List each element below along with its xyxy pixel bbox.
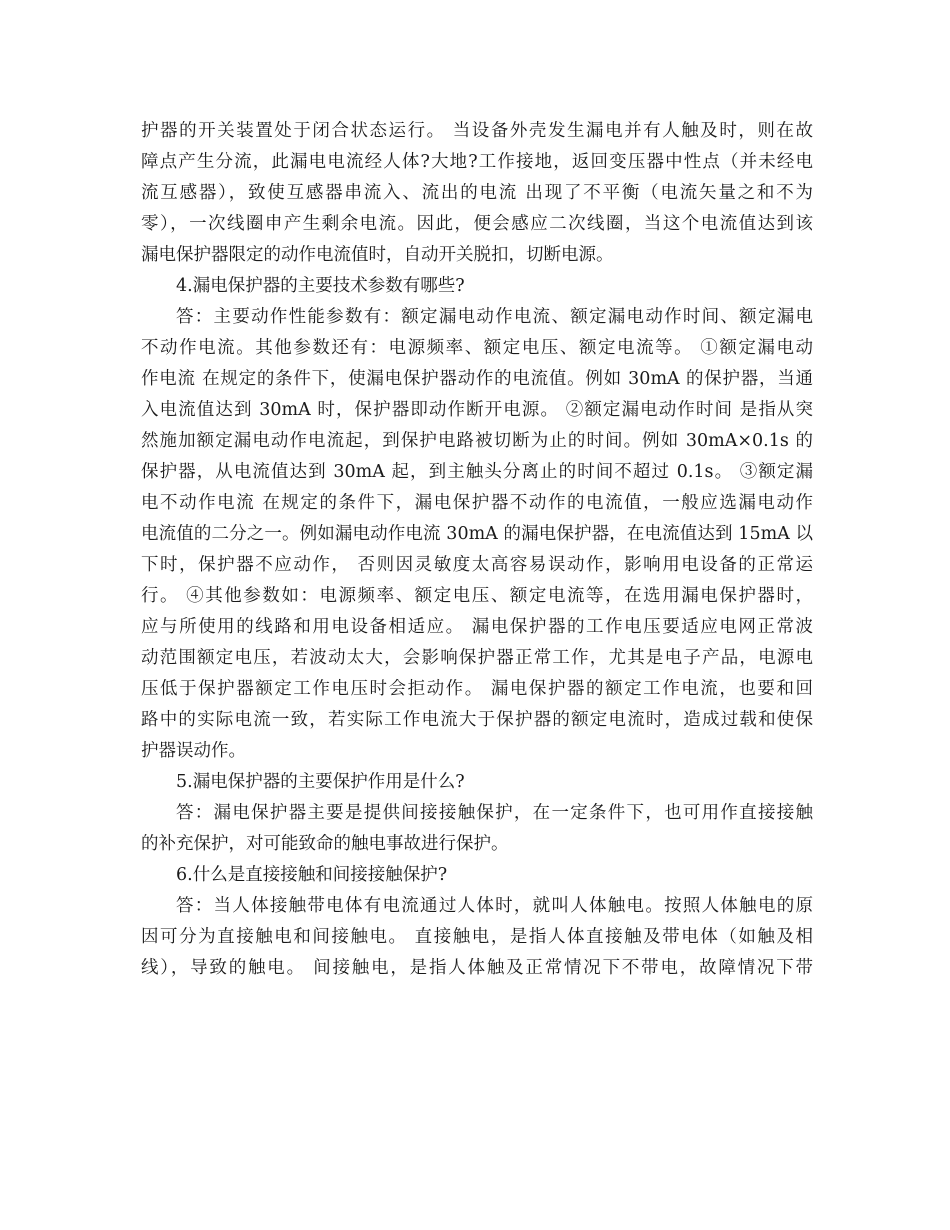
text-line: 电流值的二分之一。例如漏电动作电流 30mA 的漏电保护器，在电流值达到 15mA 以	[141, 524, 813, 544]
text-line: 的补充保护，对可能致命的触电事故进行保护。	[141, 834, 509, 854]
question-heading: 4.漏电保护器的主要技术参数有哪些?	[176, 276, 465, 296]
text-line: 线），导致的触电。 间接触电，是指人体触及正常情况下不带电，故障情况下带	[141, 958, 813, 978]
text-line: 零），一次线圈申产生剩余电流。因此，便会感应二次线圈，当这个电流值达到该	[141, 214, 813, 234]
text-line: 下时，保护器不应动作， 否则因灵敏度太高容易误动作，影响用电设备的正常运	[141, 555, 813, 575]
text-line: 压低于保护器额定工作电压时会拒动作。 漏电保护器的额定工作电流，也要和回	[141, 679, 813, 699]
text-line: 因可分为直接触电和间接触电。 直接触电，是指人体直接触及带电体（如触及相	[141, 927, 813, 947]
text-line: 作电流 在规定的条件下，使漏电保护器动作的电流值。例如 30mA 的保护器，当通	[141, 369, 813, 389]
text-line: 动范围额定电压，若波动太大，会影响保护器正常工作，尤其是电子产品，电源电	[141, 648, 813, 668]
text-line: 行。 ④其他参数如：电源频率、额定电压、额定电流等，在选用漏电保护器时，	[141, 586, 813, 606]
text-line: 流互感器），致使互感器串流入、流出的电流 出现了不平衡（电流矢量之和不为	[141, 183, 813, 203]
text-line: 然施加额定漏电动作电流起，到保护电路被切断为止的时间。例如 30mA×0.1s 的	[141, 431, 813, 451]
text-line: 漏电保护器限定的动作电流值时，自动开关脱扣，切断电源。	[141, 245, 614, 265]
text-line: 入电流值达到 30mA 时，保护器即动作断开电源。 ②额定漏电动作时间 是指从突	[141, 400, 813, 420]
text-line: 护器误动作。	[141, 741, 246, 761]
question-heading: 5.漏电保护器的主要保护作用是什么?	[176, 772, 465, 792]
text-line: 答：主要动作性能参数有：额定漏电动作电流、额定漏电动作时间、额定漏电	[176, 307, 813, 327]
text-line: 电不动作电流 在规定的条件下，漏电保护器不动作的电流值，一般应选漏电动作	[141, 493, 813, 513]
text-line: 障点产生分流，此漏电电流经人体?大地?工作接地，返回变压器中性点（并未经电	[141, 152, 813, 172]
text-line: 不动作电流。其他参数还有：电源频率、额定电压、额定电流等。 ①额定漏电动	[141, 338, 813, 358]
question-heading: 6.什么是直接接触和间接接触保护?	[176, 865, 448, 885]
text-line: 答：漏电保护器主要是提供间接接触保护，在一定条件下，也可用作直接接触	[176, 803, 813, 823]
text-line: 应与所使用的线路和用电设备相适应。 漏电保护器的工作电压要适应电网正常波	[141, 617, 813, 637]
text-line: 路中的实际电流一致，若实际工作电流大于保护器的额定电流时，造成过载和使保	[141, 710, 813, 730]
text-line: 护器的开关装置处于闭合状态运行。 当设备外壳发生漏电并有人触及时，则在故	[141, 121, 813, 141]
text-line: 答：当人体接触带电体有电流通过人体时，就叫人体触电。按照人体触电的原	[176, 896, 813, 916]
body-text	[141, 116, 813, 984]
text-line: 保护器，从电流值达到 30mA 起，到主触头分离止的时间不超过 0.1s。 ③额定漏	[141, 462, 813, 482]
